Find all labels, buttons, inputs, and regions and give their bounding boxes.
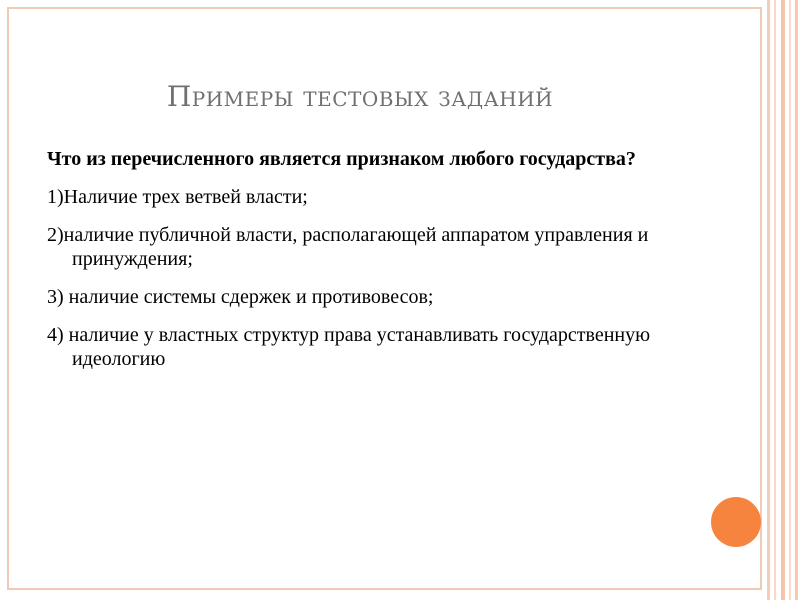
answer-option-3: 3) наличие системы сдержек и противовесов; — [47, 286, 434, 308]
decorative-stripe — [774, 0, 776, 600]
answer-option-2: 2)наличие публичной власти, располагающей аппаратом управления и принуждения; — [47, 224, 649, 270]
decorative-stripe — [781, 0, 785, 600]
answer-option-1: 1)Наличие трех ветвей власти; — [47, 186, 308, 208]
slide-content — [47, 147, 727, 385]
decorative-stripe — [795, 0, 798, 600]
decorative-circle — [711, 497, 761, 547]
slide-title: Примеры тестовых заданий — [166, 80, 554, 113]
answer-option-4: 4) наличие у властных структур права устанавливать государственную идеологию — [47, 324, 651, 370]
decorative-stripe — [789, 0, 791, 600]
decorative-stripe — [767, 0, 770, 600]
question-text: Что из перечисленного является признаком любого государства? — [47, 148, 636, 170]
